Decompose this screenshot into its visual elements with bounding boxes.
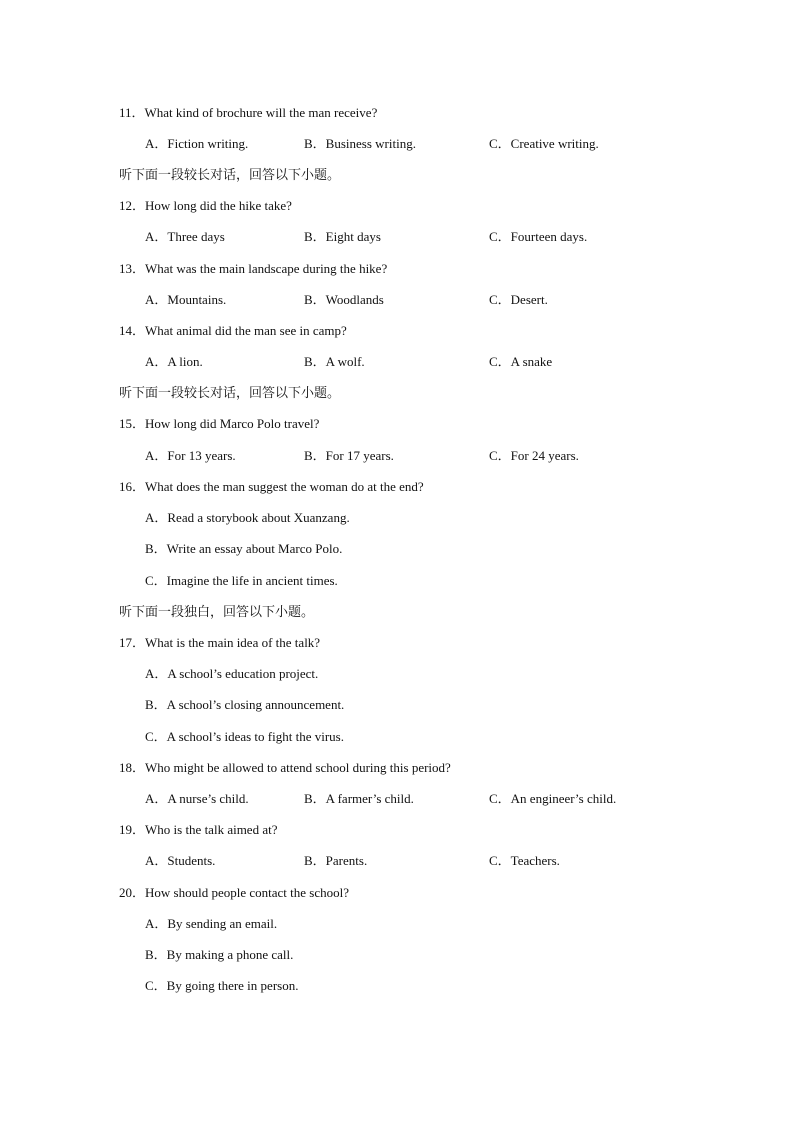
question-text: 20．How should people contact the school? [119,885,349,900]
option-b: B．A farmer’s child. [304,791,414,806]
option-a: A．Three days [145,229,225,244]
option-c: C．A snake [489,354,553,369]
option-b: B．Eight days [304,229,381,244]
question-text: 11．What kind of brochure will the man receive? [119,105,378,120]
option-b: B．Parents. [304,853,368,868]
question-text: 15．How long did Marco Polo travel? [119,416,320,431]
question-text: 13．What was the main landscape during the hike? [119,261,388,276]
option-a: A．Mountains. [145,292,227,307]
option-c: C．An engineer’s child. [489,791,617,806]
option-c: C．Fourteen days. [489,229,588,244]
question-text: 17．What is the main idea of the talk? [119,635,321,650]
question-text: 14．What animal did the man see in camp? [119,323,347,338]
option-a: A．For 13 years. [145,448,236,463]
question-text: 18．Who might be allowed to attend school during this period? [119,760,451,775]
option-c: C．Desert. [489,292,548,307]
option-line: B．By making a phone call. [145,947,294,962]
option-line: B．Write an essay about Marco Polo. [145,541,343,556]
option-a: A．Students. [145,853,216,868]
option-line: B．A school’s closing announcement. [145,697,345,712]
option-b: B．Woodlands [304,292,384,307]
option-line: A．By sending an email. [145,916,278,931]
option-line: C．Imagine the life in ancient times. [145,573,338,588]
option-a: A．A nurse’s child. [145,791,249,806]
question-text: 19．Who is the talk aimed at? [119,822,278,837]
option-line: A．Read a storybook about Xuanzang. [145,510,350,525]
section-instruction: 听下面一段较长对话，回答以下小题。 [119,385,341,400]
option-line: A．A school’s education project. [145,666,319,681]
option-c: C．For 24 years. [489,448,579,463]
option-a: A．A lion. [145,354,203,369]
option-c: C．Creative writing. [489,136,599,151]
option-b: B．For 17 years. [304,448,394,463]
section-instruction: 听下面一段较长对话，回答以下小题。 [119,167,341,182]
option-b: B．Business writing. [304,136,416,151]
option-line: C．A school’s ideas to fight the virus. [145,729,344,744]
option-c: C．Teachers. [489,853,560,868]
section-instruction: 听下面一段独白，回答以下小题。 [119,604,315,619]
option-b: B．A wolf. [304,354,365,369]
option-a: A．Fiction writing. [145,136,249,151]
option-line: C．By going there in person. [145,978,299,993]
question-text: 12．How long did the hike take? [119,198,292,213]
question-text: 16．What does the man suggest the woman do at the end? [119,479,424,494]
